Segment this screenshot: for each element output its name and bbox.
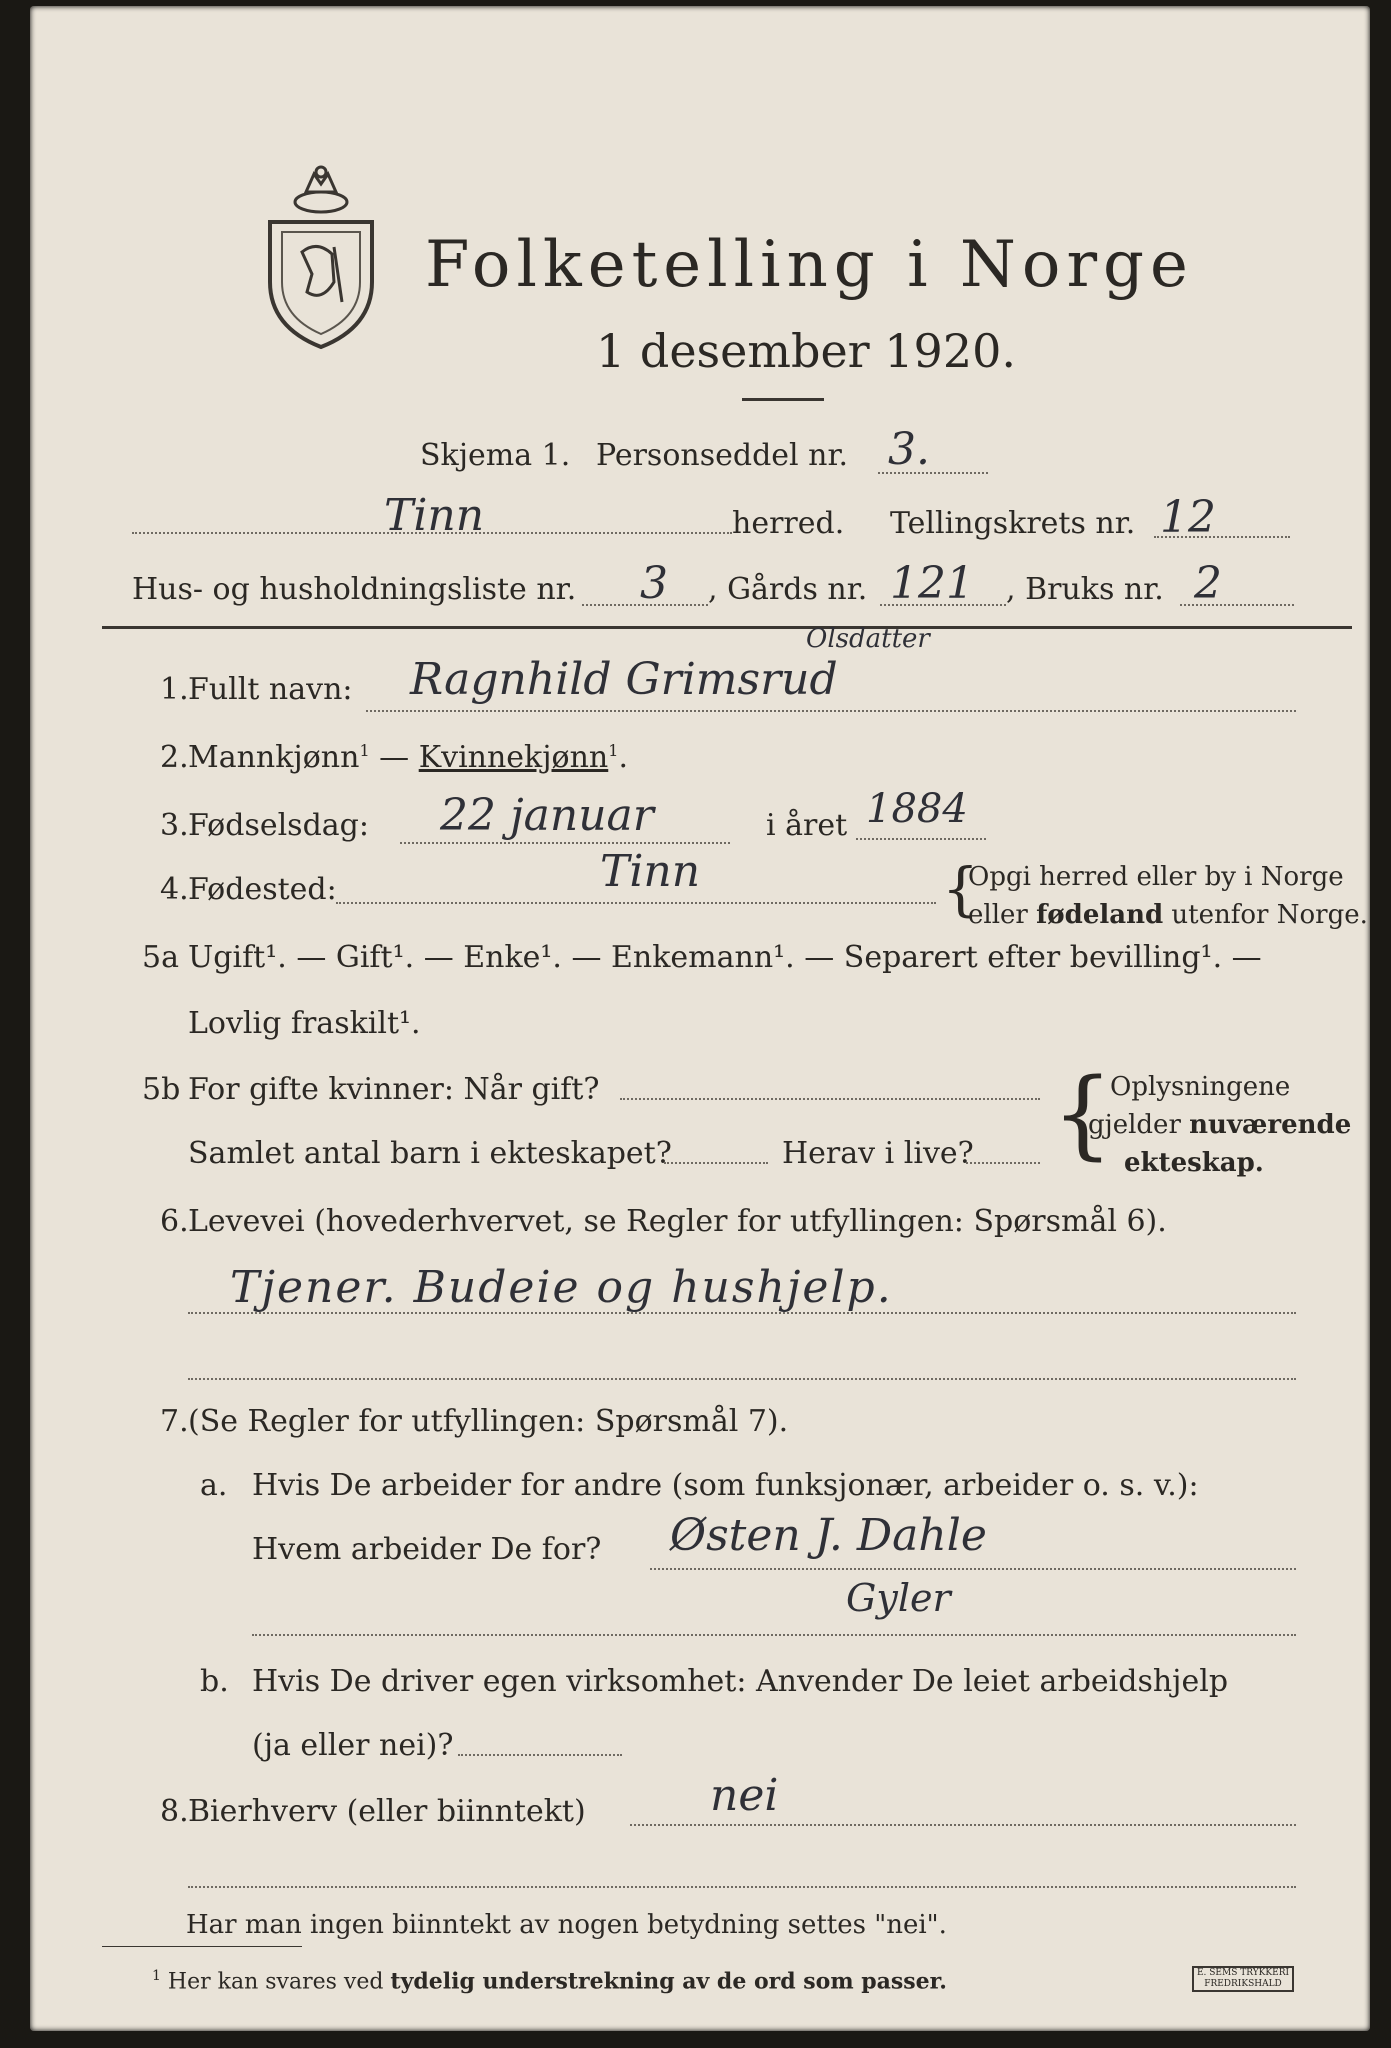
q4-value[interactable]: Tinn xyxy=(600,846,701,897)
q5a-options[interactable]: Ugift¹. — Gift¹. — Enke¹. — Enkemann¹. — Separert efter bevilling¹. — xyxy=(188,940,1262,975)
printer-stamp: E. SEMS TRYKKERI FREDRIKSHALD xyxy=(1192,1966,1294,1992)
q6-label: Levevei (hovederhvervet, se Regler for utfyllingen: Spørsmål 6). xyxy=(188,1204,1167,1239)
q1-insert[interactable]: Olsdatter xyxy=(806,624,930,654)
q7-label: (Se Regler for utfyllingen: Spørsmål 7). xyxy=(188,1404,789,1439)
q2-number: 2. xyxy=(160,740,189,775)
q5a-options-2[interactable]: Lovlig fraskilt¹. xyxy=(188,1006,421,1041)
bruks-label: , Bruks nr. xyxy=(1006,572,1164,607)
biinntekt-note: Har man ingen biinntekt av nogen betydning settes "nei". xyxy=(186,1910,947,1940)
tellingskrets-value[interactable]: 12 xyxy=(1160,492,1216,543)
q6-number: 6. xyxy=(160,1204,189,1239)
q5b-number: 5b xyxy=(142,1072,181,1107)
q8-number: 8. xyxy=(160,1794,189,1829)
q5b-line-2a: Samlet antal barn i ekteskapet? xyxy=(188,1136,672,1171)
q2-male[interactable]: Mannkjønn xyxy=(188,740,360,775)
q3-year-label: i året xyxy=(766,808,848,843)
q7a-line-1: Hvis De arbeider for andre (som funksjonær, arbeider o. s. v.): xyxy=(252,1468,1199,1503)
census-form: Folketelling i Norge 1 desember 1920. Skjema 1. Personseddel nr. 3. Tinn herred. Tellingskrets nr. 12 Hus- og husholdningsliste nr. 3 , Gårds nr. 121 , Bruks nr. 2 1. Fullt navn: Olsdatter Ragnhild Grimsrud 2. Mannkjønn$^1$ — Kvinnekjønn$^1$. 3. Fødselsdag: 22 januar i året 1884 4. Fødested: Tinn { Opgi herred eller by i Norge eller fødeland utenfor Norge. 5a Ugift¹. — Gift¹. — Enke¹. — Enkemann¹. — Separert efter bevilling¹. — Lovlig fraskilt¹. 5b For gifte kvinner: Når gift? Samlet antal barn i ekteskapet? Herav i live? { Oplysningene gjelder nuværende ekteskap. 6. Levevei (hovederhvervet, se Regler for utfyllingen: Spørsmål 6). Tjener. Budeie og hushjelp. 7. (Se Regler for utfyllingen: Spørsmål 7). a. Hvis De arbeider for andre (som funksjonær, arbeider o. s. v.): Hvem arbeider De for? Østen J. Dahle Gyler b. Hvis De driver egen virksomhet: Anvender De leiet arbeidshjelp (ja eller nei)? 8. Bierhverv (eller biinntekt) nei Har man ingen biinntekt av nogen betydning settes "nei". $^1$ Her kan svares ved tydelig understrekning av de ord som passer. E. SEMS TRYKKERI FREDRIKSHALD xyxy=(30,6,1370,2031)
coat-of-arms-icon xyxy=(262,162,380,352)
q4-note-2: eller fødeland utenfor Norge. xyxy=(968,900,1368,930)
herred-value[interactable]: Tinn xyxy=(384,490,485,541)
gards-label: , Gårds nr. xyxy=(708,572,868,607)
q3-number: 3. xyxy=(160,808,189,843)
q5b-note-1: Oplysningene xyxy=(1110,1072,1291,1102)
q3-year-value[interactable]: 1884 xyxy=(866,786,968,832)
q5b-note-3: ekteskap. xyxy=(1124,1148,1264,1178)
q7b-line-2: (ja eller nei)? xyxy=(252,1728,454,1763)
header-rule xyxy=(102,626,1352,629)
q7b-line-1: Hvis De driver egen virksomhet: Anvender De leiet arbeidshjelp xyxy=(252,1664,1229,1699)
q7a-line-2: Hvem arbeider De for? xyxy=(252,1532,602,1567)
q4-number: 4. xyxy=(160,872,189,907)
q7a-number: a. xyxy=(200,1468,228,1503)
gards-value[interactable]: 121 xyxy=(890,558,974,609)
hus-value[interactable]: 3 xyxy=(640,558,668,609)
q8-value[interactable]: nei xyxy=(710,1770,779,1821)
title-rule xyxy=(742,398,824,401)
q2-options: Mannkjønn$^1$ — Kvinnekjønn$^1$. xyxy=(188,740,628,775)
personseddel-label: Personseddel nr. xyxy=(596,438,849,473)
q7a-value[interactable]: Østen J. Dahle xyxy=(670,1510,987,1561)
tellingskrets-label: Tellingskrets nr. xyxy=(890,506,1136,541)
q5b-note-2: gjelder nuværende xyxy=(1088,1110,1352,1140)
q6-value[interactable]: Tjener. Budeie og hushjelp. xyxy=(230,1262,893,1313)
q7-number: 7. xyxy=(160,1404,189,1439)
q4-label: Fødested: xyxy=(188,872,337,907)
q5b-line-2b: Herav i live? xyxy=(782,1136,974,1171)
skjema-label: Skjema 1. xyxy=(420,438,571,473)
q1-label: Fullt navn: xyxy=(188,672,353,707)
q4-note-1: Opgi herred eller by i Norge xyxy=(968,862,1344,892)
bruks-value[interactable]: 2 xyxy=(1194,558,1222,609)
q7b-number: b. xyxy=(200,1664,229,1699)
q5a-number: 5a xyxy=(142,940,179,975)
q3-label: Fødselsdag: xyxy=(188,808,369,843)
personseddel-value[interactable]: 3. xyxy=(888,424,930,475)
q2-female[interactable]: Kvinnekjønn xyxy=(418,740,609,775)
footnote: $^1$ Her kan svares ved tydelig understrekning av de ord som passer. xyxy=(152,1968,947,1995)
form-date: 1 desember 1920. xyxy=(596,324,1016,378)
q1-value[interactable]: Ragnhild Grimsrud xyxy=(410,654,838,705)
form-title: Folketelling i Norge xyxy=(425,228,1194,302)
q7a-value-2[interactable]: Gyler xyxy=(846,1576,951,1620)
q3-value[interactable]: 22 januar xyxy=(440,790,654,841)
herred-label: herred. xyxy=(732,506,845,541)
q1-number: 1. xyxy=(160,672,189,707)
q5b-line-1: For gifte kvinner: Når gift? xyxy=(188,1072,600,1107)
q8-label: Bierhverv (eller biinntekt) xyxy=(188,1794,586,1829)
hus-label: Hus- og husholdningsliste nr. xyxy=(132,572,577,607)
